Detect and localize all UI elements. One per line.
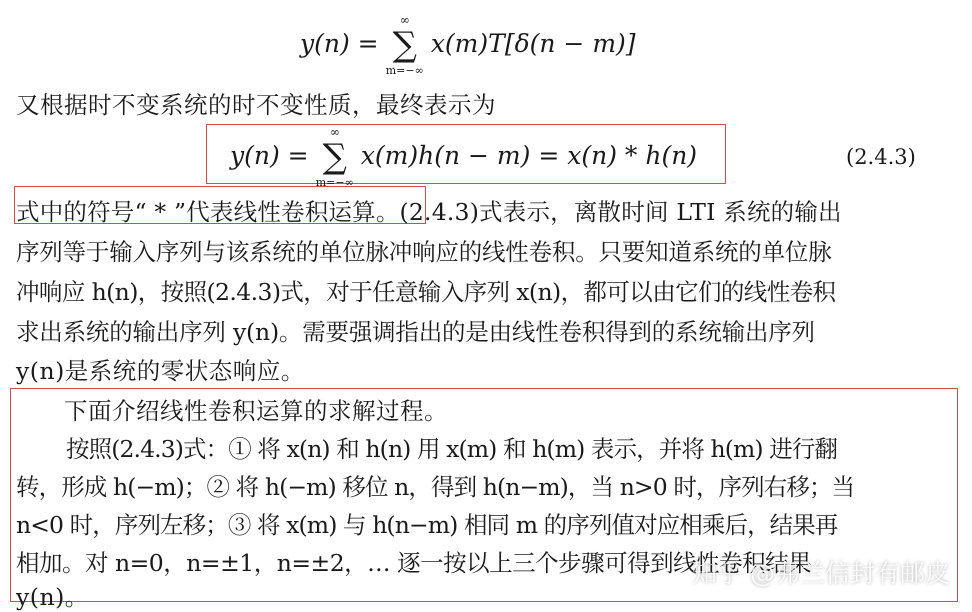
equation-1-rhs: x(m)T[δ(n − m)]: [430, 29, 636, 58]
summation-lower-limit: m=−∞: [315, 176, 354, 189]
text-line-11: 相加。对 n=0，n=±1，n=±2，… 逐一按以上三个步骤可得到线性卷积结果: [16, 549, 812, 577]
text-line-10: n<0 时，序列左移；③ 将 x(m) 与 h(n−m) 相同 m 的序列值对应相乘后，结果再: [16, 511, 838, 539]
text-line-5: 求出系统的输出序列 y(n)。需要强调指出的是由线性卷积得到的系统输出序列: [16, 318, 815, 346]
summation-symbol: ∑ ∞ m=−∞: [315, 125, 354, 189]
text-line-4: 冲响应 h(n)，按照(2.4.3)式，对于任意输入序列 x(n)，都可以由它们的线性卷积: [16, 278, 836, 306]
zhihu-watermark: 知乎 @弗兰信封有邮皮: [692, 559, 950, 588]
text-line-9: 转，形成 h(−m)；② 将 h(−m) 移位 n，得到 h(n−m)，当 n>0 时，序列右移；当: [16, 473, 855, 501]
text-line-6: y(n)是系统的零状态响应。: [16, 357, 305, 385]
text-line-1: 又根据时不变系统的时不变性质，最终表示为: [16, 91, 496, 119]
summation-lower-limit: m=−∞: [385, 64, 424, 77]
text-line-2: [16, 193, 842, 227]
equation-2: [230, 125, 698, 189]
symbol-definition-text: 式中的符号“ * ”代表线性卷积运算。: [16, 198, 400, 226]
summation-upper-limit: ∞: [329, 125, 340, 139]
summation-symbol: ∑ ∞ m=−∞: [385, 13, 424, 77]
equation-number: (2.4.3): [846, 145, 916, 169]
text-line-3: 序列等于输入序列与该系统的单位脉冲响应的线性卷积。只要知道系统的单位脉: [16, 238, 832, 266]
equation-1-lhs: y(n) =: [300, 29, 379, 58]
equation-2-rhs: x(m)h(n − m) = x(n) * h(n): [360, 141, 698, 170]
summation-upper-limit: ∞: [399, 13, 410, 27]
equation-2-lhs: y(n) =: [230, 141, 309, 170]
equation-1: [300, 13, 636, 77]
text-line-8: 按照(2.4.3)式：① 将 x(n) 和 h(n) 用 x(m) 和 h(m) 表示，并将 h(m) 进行翻: [66, 435, 838, 463]
text-line-7: 下面介绍线性卷积运算的求解过程。: [64, 397, 448, 425]
text-line-2-rest: (2.4.3)式表示，离散时间 LTI 系统的输出: [399, 198, 842, 226]
text-line-12: y(n)。: [16, 583, 89, 611]
